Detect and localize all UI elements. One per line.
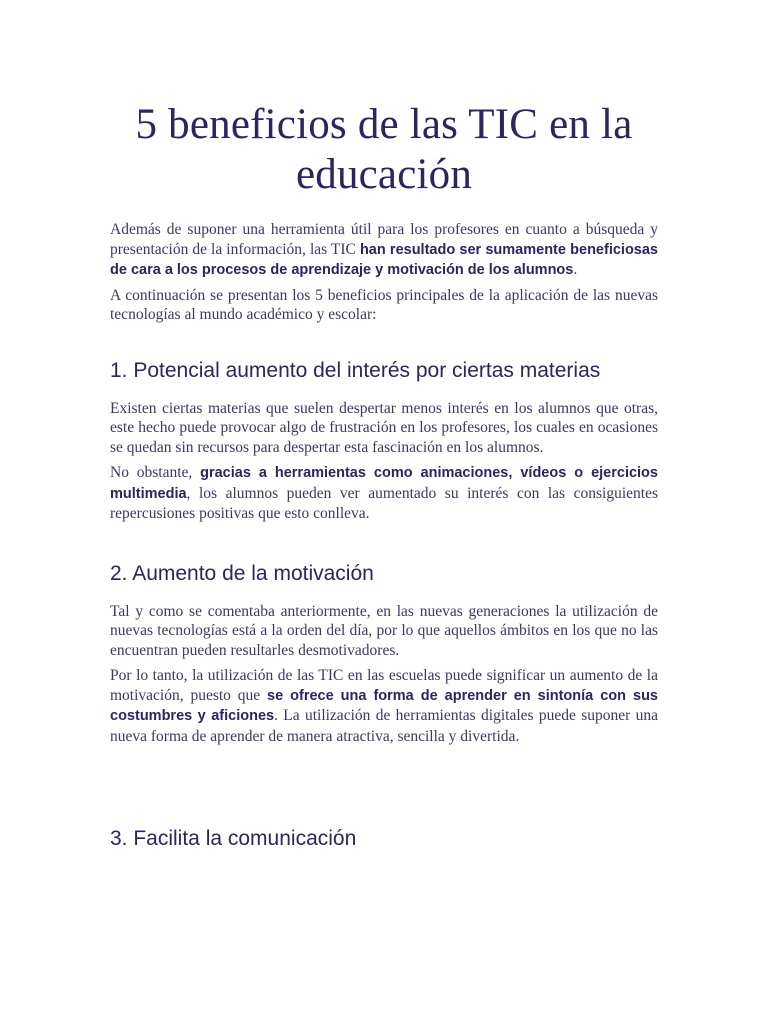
section-1-end-text: , los alumnos pueden ver aumentado su interés con las consiguientes repercusiones positivas que esto conlleva. xyxy=(110,484,658,522)
intro-text: Además de suponer una herramienta útil para los profesores en cuanto a búsqueda y presentación de la información, las TIC xyxy=(110,221,658,258)
page-title: 5 beneficios de las TIC en la educación xyxy=(135,101,633,198)
intro-paragraph-2: A continuación se presentan los 5 beneficios principales de la aplicación de las nuevas tecnologías al mundo académico y escolar: xyxy=(110,286,658,323)
section-1-bold-text: gracias a herramientas como animaciones, vídeos o ejercicios multimedia xyxy=(110,465,658,502)
section-1-paragraph-1: Existen ciertas materias que suelen despertar menos interés en los alumnos que otras, este hecho puede provocar algo de frustración en los profesores, los cuales en ocasiones se quedan sin recursos para despertar esta fascinación en los alumnos. xyxy=(110,399,658,456)
section-1-heading: 1. Potencial aumento del interés por ciertas materias xyxy=(110,358,601,382)
document-page xyxy=(110,0,658,852)
section-1-paragraph-2 xyxy=(110,463,658,524)
intro-end-text: . xyxy=(573,261,578,278)
section-2-heading: 2. Aumento de la motivación xyxy=(110,561,374,585)
section-2-end-text: . La utilización de herramientas digitales puede suponer una nueva forma de aprender de manera atractiva, sencilla y divertida. xyxy=(110,707,658,745)
section-1-text: No obstante, xyxy=(110,464,201,481)
section-2-paragraph-2 xyxy=(110,666,658,746)
section-2-text: Por lo tanto, la utilización de las TIC en las escuelas puede significar un aumento de la motivación, puesto que xyxy=(110,667,658,704)
intro-bold-text: han resultado ser sumamente beneficiosas de cara a los procesos de aprendizaje y motivación de los alumnos xyxy=(110,241,658,278)
section-3-heading: 3. Facilita la comunicación xyxy=(110,827,357,850)
section-2-paragraph-1: Tal y como se comentaba anteriormente, en las nuevas generaciones la utilización de nuevas tecnologías está a la orden del día, por lo que aquellos ámbitos en los que no las encuentran pueden resultarles desmotivadores. xyxy=(110,602,658,659)
intro-paragraph-1 xyxy=(110,220,658,281)
section-2-bold-text: se ofrece una forma de aprender en sintonía con sus costumbres y aficiones xyxy=(110,687,658,724)
